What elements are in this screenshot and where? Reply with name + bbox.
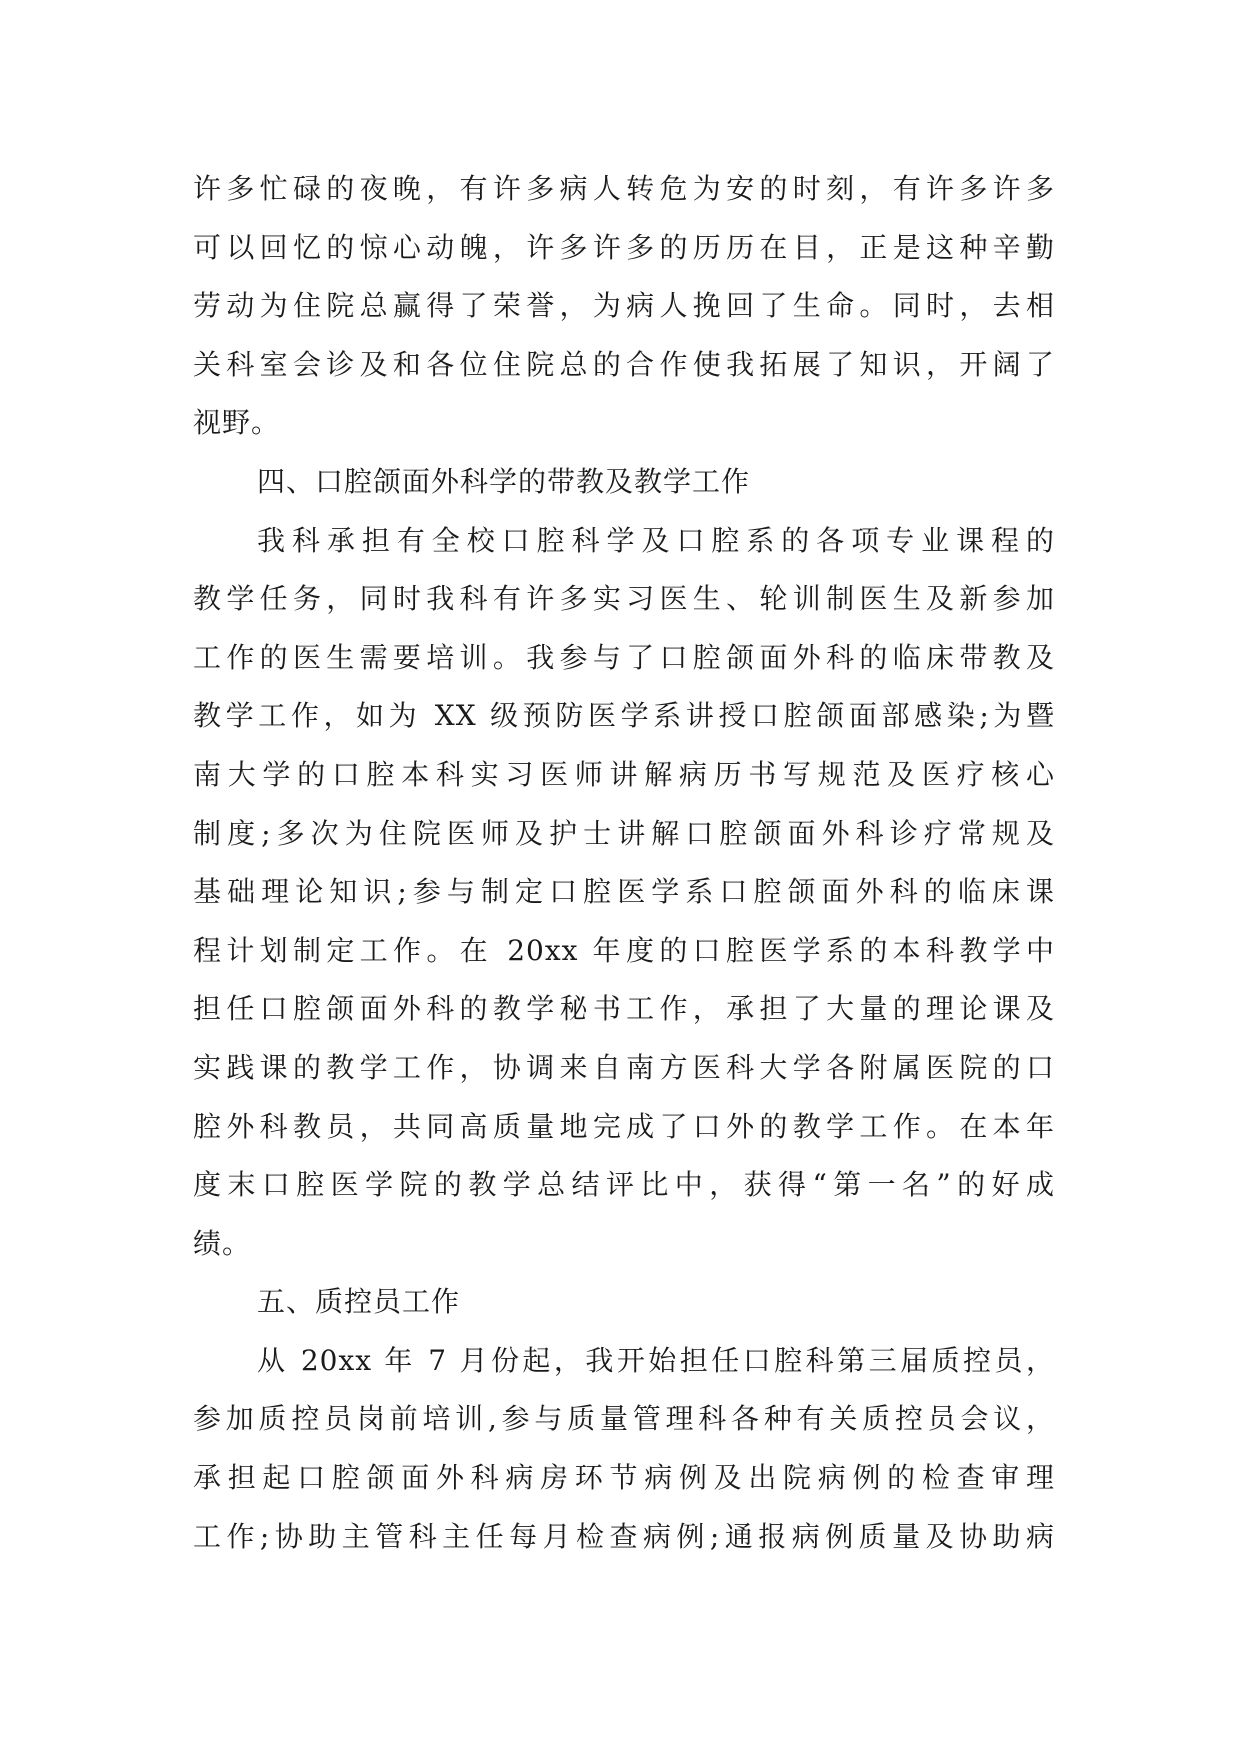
text-line: 实践课的教学工作，协调来自南方医科大学各附属医院的口 bbox=[193, 1050, 1055, 1084]
text-line: 制度;多次为住院医师及护士讲解口腔颌面外科诊疗常规及 bbox=[193, 816, 1055, 850]
text-line: 程计划制定工作。在 20xx 年度的口腔医学系的本科教学中 bbox=[193, 933, 1055, 967]
text-line: 度末口腔医学院的教学总结评比中，获得“第一名”的好成 bbox=[193, 1168, 1055, 1202]
text-line: 可以回忆的惊心动魄，许多许多的历历在目，正是这种辛勤 bbox=[193, 230, 1055, 264]
section-heading-teaching bbox=[193, 453, 1055, 512]
heading-text: 四、口腔颌面外科学的带教及教学工作 bbox=[257, 464, 751, 498]
section-heading-quality-control bbox=[193, 1273, 1055, 1332]
text-line: 从 20xx 年 7 月份起，我开始担任口腔科第三届质控员， bbox=[257, 1343, 1055, 1377]
paragraph-continuation bbox=[193, 160, 1055, 453]
text-line: 基础理论知识;参与制定口腔医学系口腔颌面外科的临床课 bbox=[193, 875, 1055, 909]
text-line: 关科室会诊及和各位住院总的合作使我拓展了知识，开阔了 bbox=[193, 347, 1055, 381]
text-line: 承担起口腔颌面外科病房环节病例及出院病例的检查审理 bbox=[193, 1461, 1055, 1495]
paragraph-teaching bbox=[193, 512, 1055, 1274]
document-body bbox=[193, 160, 1055, 1566]
heading-text: 五、质控员工作 bbox=[257, 1285, 461, 1319]
text-line: 工作;协助主管科主任每月检查病例;通报病例质量及协助病 bbox=[193, 1519, 1055, 1553]
text-line: 腔外科教员，共同高质量地完成了口外的教学工作。在本年 bbox=[193, 1109, 1055, 1143]
text-line: 参加质控员岗前培训,参与质量管理科各种有关质控员会议， bbox=[193, 1402, 1055, 1436]
text-line: 工作的医生需要培训。我参与了口腔颌面外科的临床带教及 bbox=[193, 640, 1055, 674]
text-line: 绩。 bbox=[193, 1226, 252, 1260]
text-line: 我科承担有全校口腔科学及口腔系的各项专业课程的 bbox=[257, 523, 1055, 557]
text-line: 教学工作，如为 XX 级预防医学系讲授口腔颌面部感染;为暨 bbox=[193, 699, 1055, 733]
text-line: 劳动为住院总赢得了荣誉，为病人挽回了生命。同时，去相 bbox=[193, 289, 1055, 323]
text-line: 许多忙碌的夜晚，有许多病人转危为安的时刻，有许多许多 bbox=[193, 172, 1055, 205]
paragraph-quality-control bbox=[193, 1332, 1055, 1566]
text-line: 教学任务，同时我科有许多实习医生、轮训制医生及新参加 bbox=[193, 582, 1055, 616]
text-line: 担任口腔颌面外科的教学秘书工作，承担了大量的理论课及 bbox=[193, 992, 1055, 1026]
text-line: 南大学的口腔本科实习医师讲解病历书写规范及医疗核心 bbox=[193, 757, 1055, 791]
text-line: 视野。 bbox=[193, 406, 281, 440]
